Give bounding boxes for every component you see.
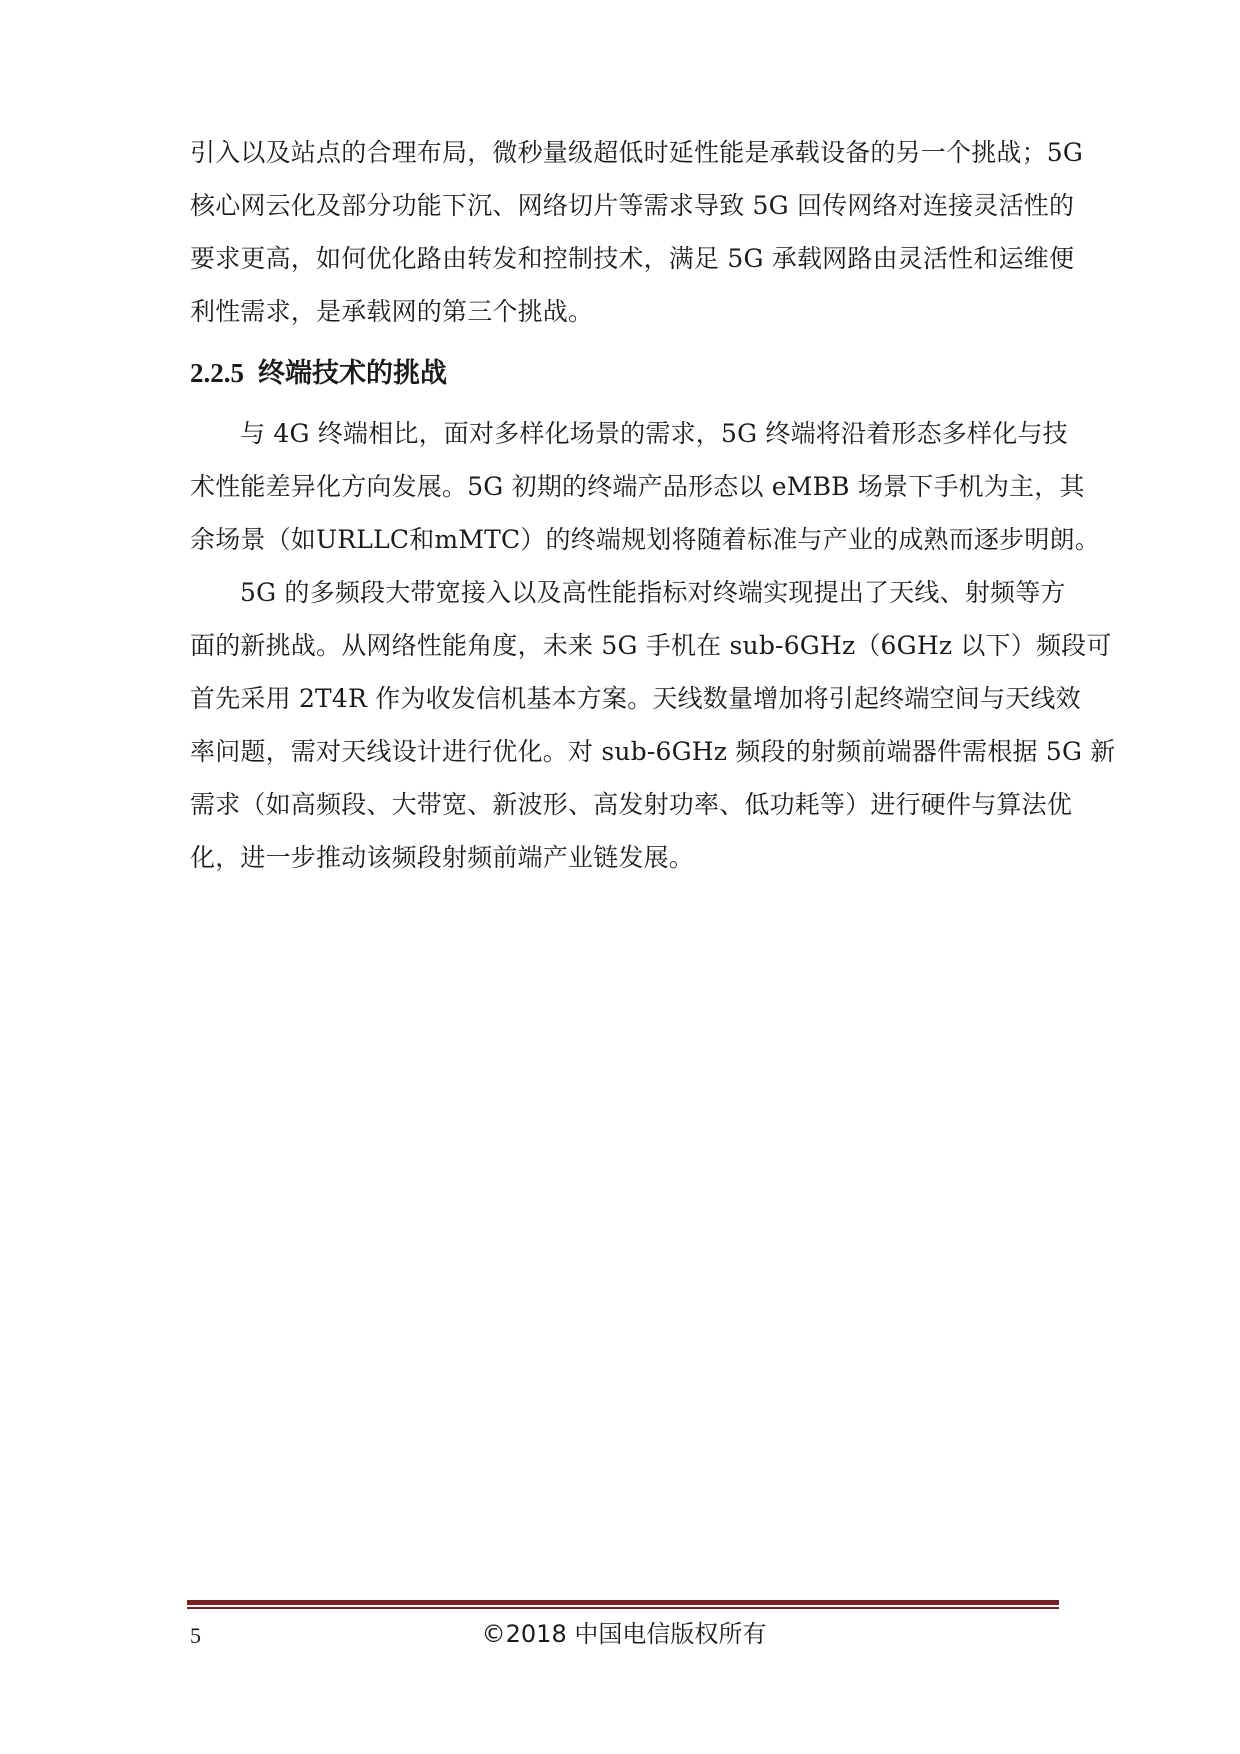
text-line: 面的新挑战。从网络性能角度，未来 5G 手机在 sub-6GHz（6GHz 以下）频段可 [190,631,1112,660]
section-title: 终端技术的挑战 [258,358,447,389]
footer-divider [187,1600,1059,1609]
text-line: 5G 的多频段大带宽接入以及高性能指标对终端实现提出了天线、射频等方 [240,578,1066,607]
page-number: 5 [190,1623,201,1648]
page-content [190,126,1116,884]
paragraph-antenna-rf-challenges [190,566,1116,884]
footer-divider-thin [187,1607,1059,1609]
text-line: 与 4G 终端相比，面对多样化场景的需求，5G 终端将沿着形态多样化与技 [240,419,1068,448]
text-line: 首先采用 2T4R 作为收发信机基本方案。天线数量增加将引起终端空间与天线效 [190,684,1081,713]
text-line: 要求更高，如何优化路由转发和控制技术，满足 5G 承载网路由灵活性和运维便 [190,244,1075,273]
text-line: 化，进一步推动该频段射频前端产业链发展。 [190,843,695,872]
paragraph-terminal-diversity [190,407,1100,566]
text-line: 术性能差异化方向发展。5G 初期的终端产品形态以 eMBB 场景下手机为主，其 [190,472,1085,501]
footer-divider-thick [187,1600,1059,1605]
text-line: 利性需求，是承载网的第三个挑战。 [190,297,594,326]
copyright-notice: ©2018 中国电信版权所有 [481,1620,767,1648]
text-line: 率问题，需对天线设计进行优化。对 sub-6GHz 频段的射频前端器件需根据 5G 新 [190,737,1116,766]
paragraph-intro-continuation [190,126,1084,338]
text-line: 需求（如高频段、大带宽、新波形、高发射功率、低功耗等）进行硬件与算法优 [190,790,1073,819]
text-line: 核心网云化及部分功能下沉、网络切片等需求导致 5G 回传网络对连接灵活性的 [190,191,1075,220]
text-line: 引入以及站点的合理布局，微秒量级超低时延性能是承载设备的另一个挑战；5G [190,138,1084,167]
section-number: 2.2.5 [190,358,244,388]
text-line: 余场景（如URLLC和mMTC）的终端规划将随着标准与产业的成熟而逐步明朗。 [190,525,1100,554]
section-heading [190,346,1058,401]
